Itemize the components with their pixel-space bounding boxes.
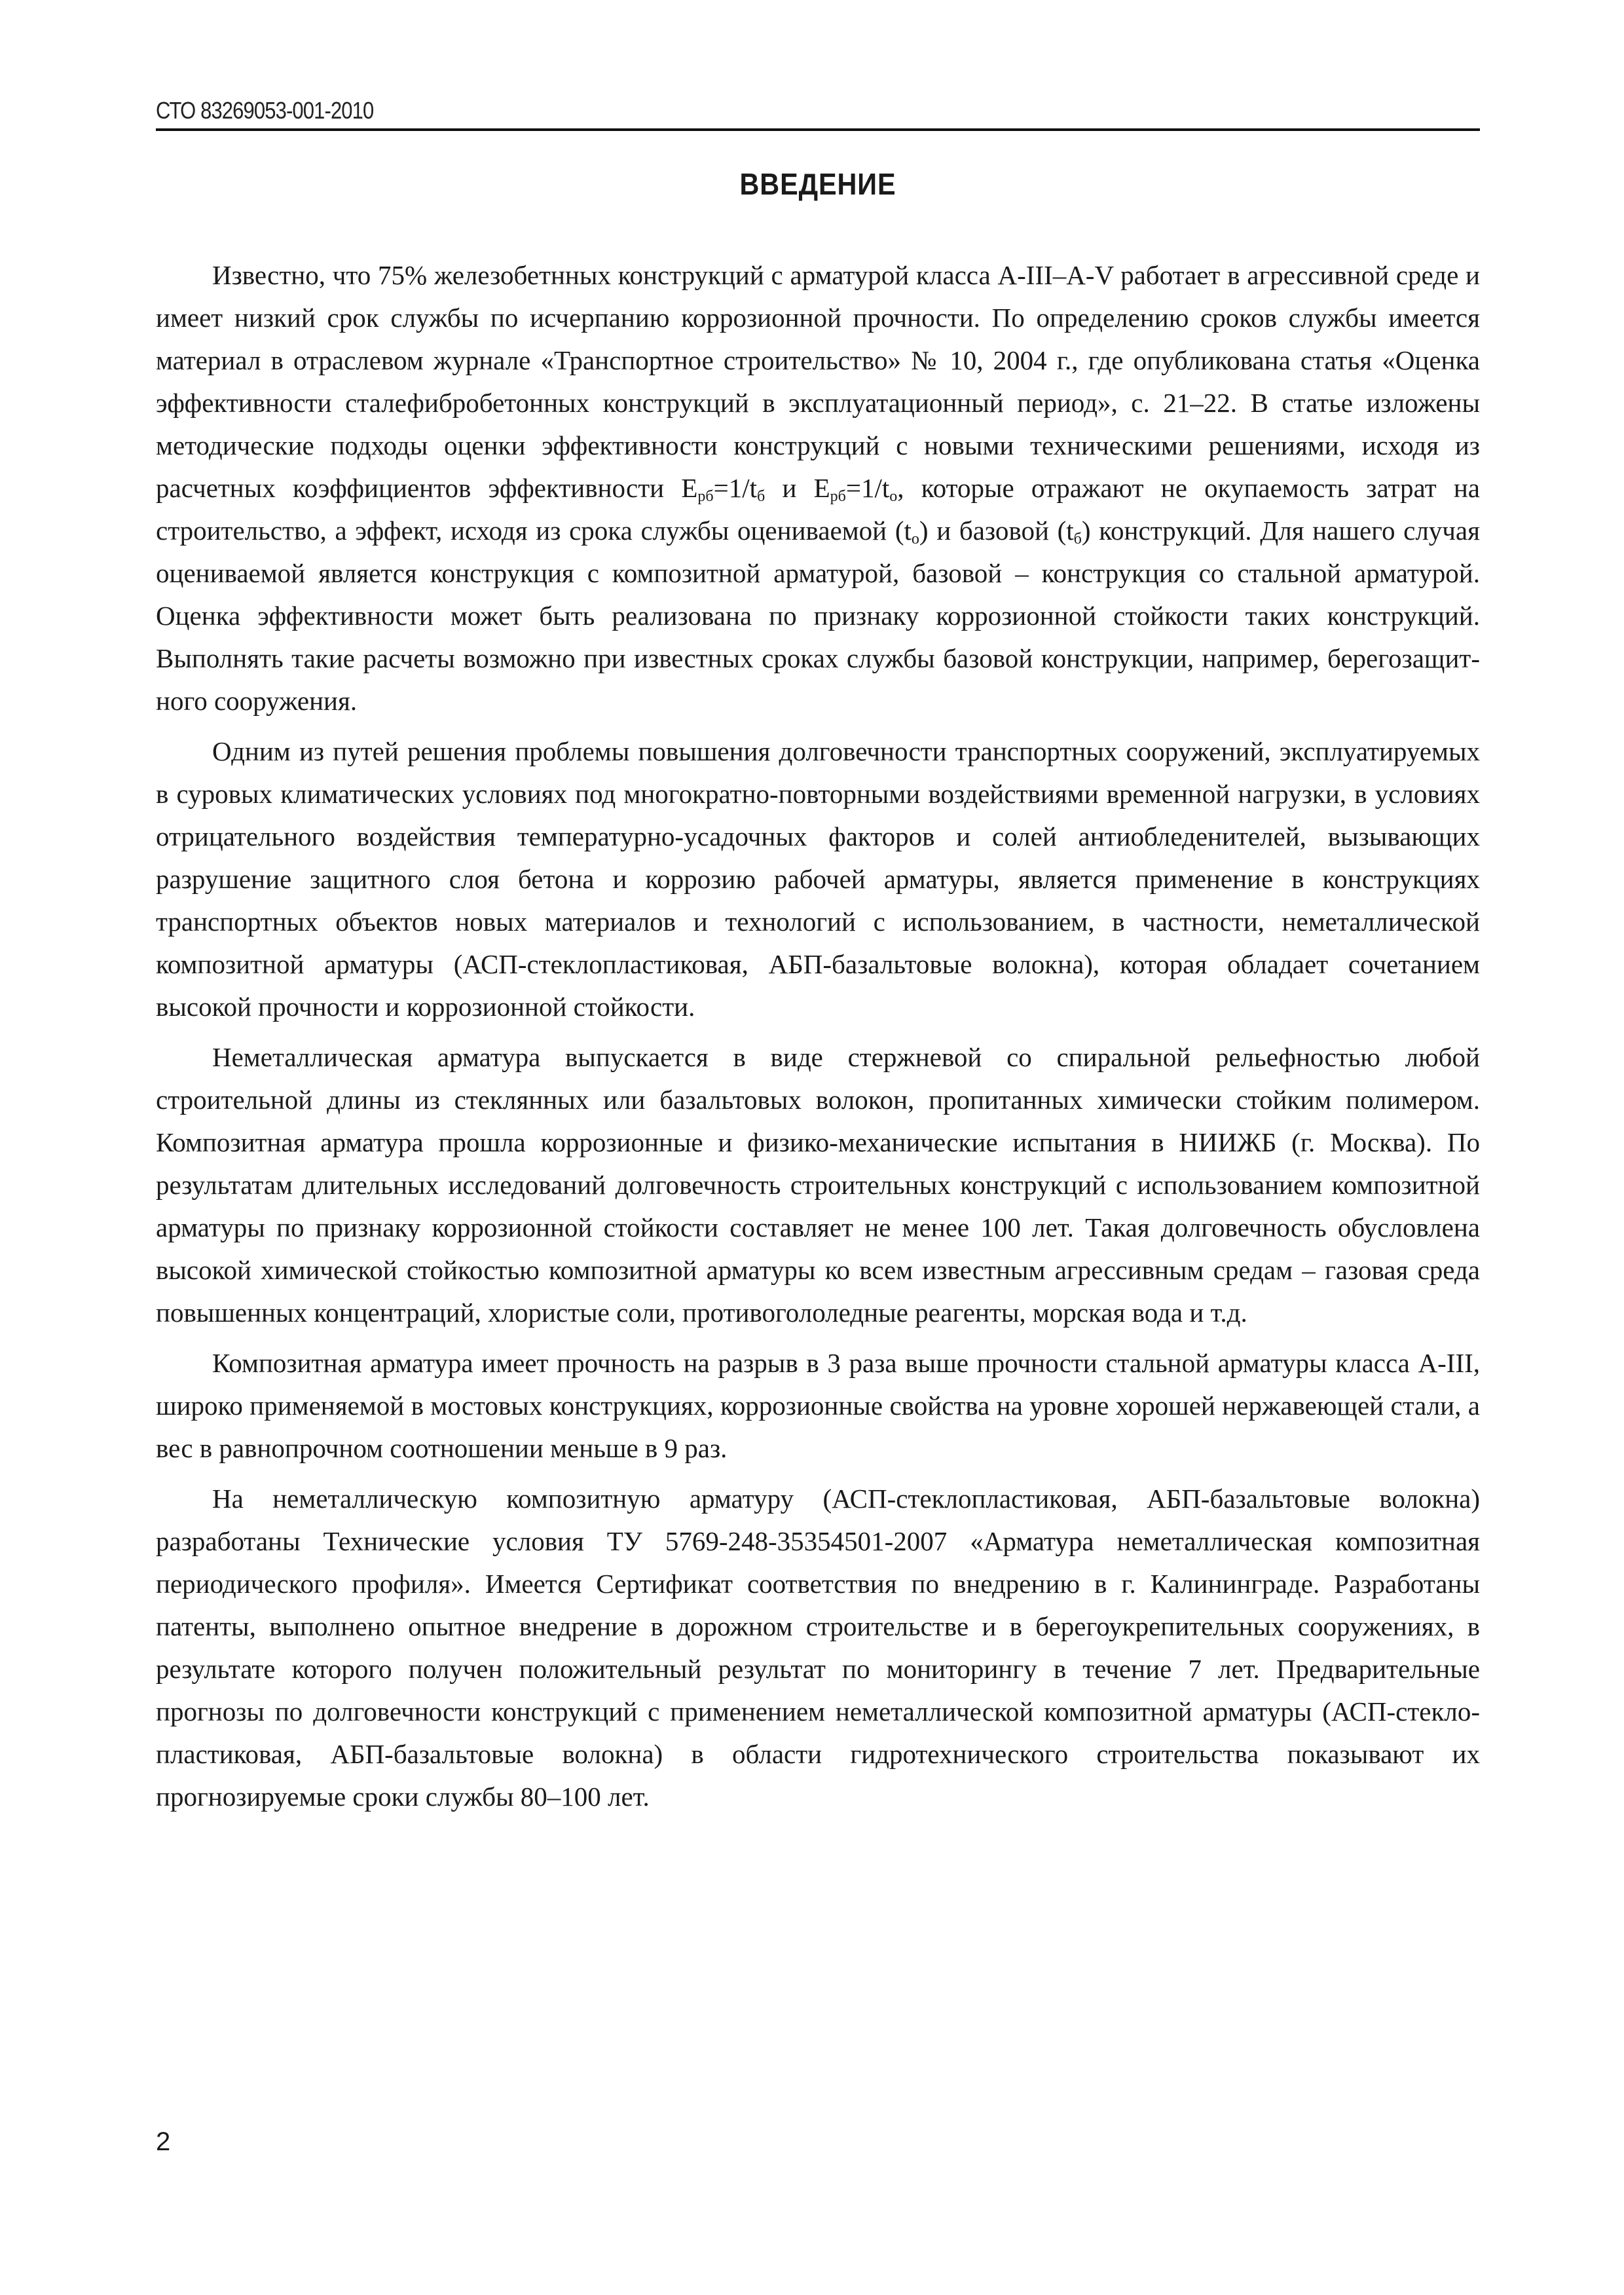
subscript-o: о [911, 531, 919, 548]
paragraph-1-text-e: , которые отражают не окупаемость затрат на строительство, а эффект, исходя из срока службы оцениваемой (t [156, 473, 1480, 546]
paragraph-2: Одним из путей решения проблемы повышения долговечности транспортных сооружений, эксплуатируемых в суровых климатических условиях под многократно-повторными воздействиями временной нагрузки, в условиях отрицательного воздействия температурно-усадочных факторов и солей антиобледенителей, вызывающих разрушение защитного слоя бетона и коррозию рабочей арматуры, является применение в конструкциях транспортных объектов новых материалов и технологий с использованием, в частности, неметаллической композитной арматуры (АСП-стеклопластиковая, АБП-базальтовые волокна), которая обладает сочетанием высокой прочности и коррозионной стойкости. [156, 736, 1480, 1022]
header-divider [156, 128, 1480, 131]
subscript-rb: рб [830, 488, 846, 505]
paragraph-1-text-f: ) и базовой (t [919, 515, 1074, 546]
body-text [156, 254, 1480, 1818]
paragraph-1-text-a: Известно, что 75% железобетнных конструкций с арматурой класса A-III–A-V работает в агрессивной среде и имеет низкий срок службы по исчерпанию коррозионной прочности. По определению сроков службы имеется материал в отраслевом журнале «Транспортное строительство» № 10, 2004 г., где опубликована статья «Оценка эффективности сталефибробетонных конструкций в эксплуатационный период», с. 21–22. В статье изложены методические подходы оценки эффективности конструкций с новыми техническими решениями, исходя из расчетных коэффициентов эффективности E [156, 260, 1480, 503]
paragraph-1-text-b: =1/t [713, 473, 757, 503]
page-number: 2 [156, 2127, 171, 2156]
section-title: ВВЕДЕНИЕ [739, 167, 896, 201]
paragraph-1-text-d: =1/t [845, 473, 890, 503]
subscript-b: б [757, 488, 766, 505]
paragraph-1 [156, 254, 1480, 722]
paragraph-3: Неметаллическая арматура выпускается в виде стержневой со спиральной рельефностью любой строительной длины из стеклянных или базальтовых волокон, пропитанных химически стойким полимером. Композитная арматура прошла коррозионные и физико-механические испытания в НИИЖБ (г. Москва). По результатам длительных исследований долговечность строительных конструкций с использованием композитной арматуры по признаку коррозионной стойкости составляет не менее 100 лет. Такая долговечность обусловлена высокой химической стойкостью композитной арматуры ко всем известным агрессивным средам – газовая среда повышенных концентраций, хлористые соли, противогололедные реагенты, морская вода и т.д. [156, 1042, 1480, 1328]
subscript-o: о [889, 488, 898, 505]
paragraph-1-text-c: и E [765, 473, 830, 503]
running-header [156, 90, 1480, 131]
subscript-rb: рб [697, 488, 714, 505]
paragraph-5: На неметаллическую композитную арматуру (АСП-стеклопластиковая, АБП-базальтовые волокна) разработаны Технические условия ТУ 5769-248-35354501-2007 «Арматура неметаллическая композитная периодического профиля». Имеется Сертификат соответствия по внедрению в г. Калининграде. Разработаны патенты, выполнено опытное внедрение в дорожном строительстве и в берегоукрепительных сооружениях, в результате которого получен положительный результат по мониторингу в течение 7 лет. Предварительные прогнозы по долговечности конструкций с применением неметаллической композитной арматуры (АСП-стеклопластиковая, АБП-базальтовые волокна) в области гидротехнического строительства показывают их прогнозируемые сроки службы 80–100 лет. [156, 1483, 1480, 1812]
subscript-b: б [1073, 531, 1082, 548]
paragraph-4: Композитная арматура имеет прочность на разрыв в 3 раза выше прочности стальной арматуры класса A-III, широко применяемой в мостовых конструкциях, коррозионные свойства на уровне хорошей нержавеющей стали, а вес в равнопрочном соотношении меньше в 9 раз. [156, 1348, 1480, 1463]
document-code: СТО 83269053-001-2010 [156, 97, 374, 124]
paragraph-1-text-g: ) конструкций. Для нашего случая оцениваемой является конструкция с композитной арматурой, базовой – конструкция со стальной арматурой. Оценка эффективности может быть реализована по признаку коррозионной стойкости таких конструкций. Выполнять такие расчеты возможно при известных сроках службы базовой конструкции, например, берегозащитного сооружения. [156, 515, 1480, 716]
